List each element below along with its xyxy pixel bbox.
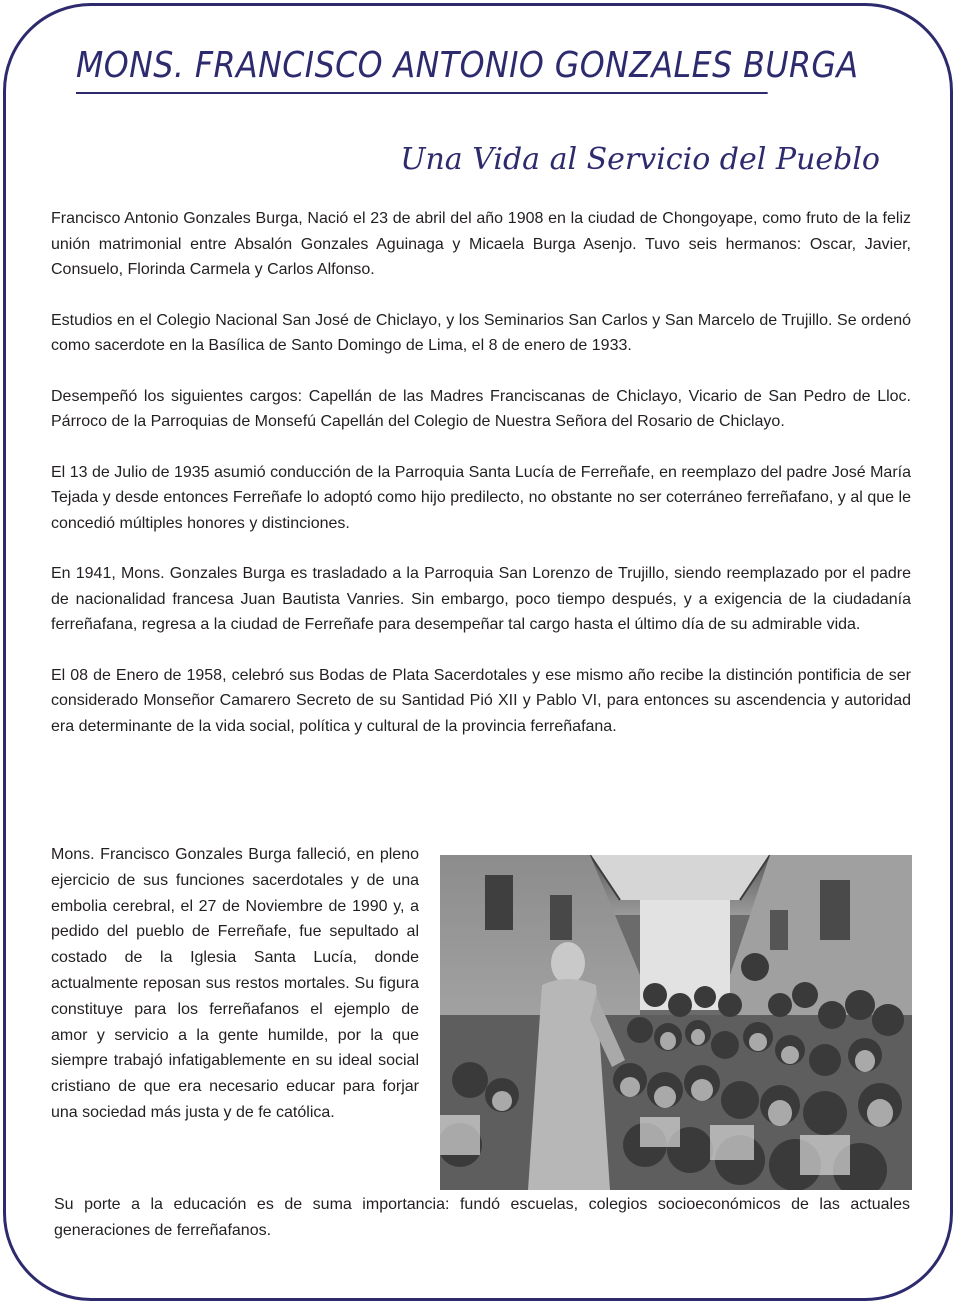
biography-body [51, 206, 911, 764]
paragraph-ferrenafe-parish: El 13 de Julio de 1935 asumió conducción de la Parroquia Santa Lucía de Ferreñafe, en reemplazo del padre José María Tejada y desde entonces Ferreñafe lo adoptó como hijo predilecto, no obstante no ser coterráneo ferreñafano, y al que le concedió múltiples honores y distinciones. [51, 463, 911, 532]
paragraph-education-legacy: Su porte a la educación es de suma importancia: fundó escuelas, colegios socioeconómicos de las actuales generaciones de ferreñafanos. [54, 1196, 910, 1239]
page-subtitle: Una Vida al Servicio del Pueblo [400, 142, 880, 177]
paragraph-positions: Desempeñó los siguientes cargos: Capellán de las Madres Franciscanas de Chiclayo, Vicario de San Pedro de Lloc. Párroco de la Parroquias de Monsefú Capellán del Colegio de Nuestra Señora del Rosario de Chiclayo. [51, 387, 911, 430]
page-title: MONS. FRANCISCO ANTONIO GONZALES BURGA [76, 40, 768, 94]
paragraph-death: Mons. Francisco Gonzales Burga falleció, en pleno ejercicio de sus funciones sacerdotales y de una embolia cerebral, el 27 de Noviembre de 1990 y, a pedido del pueblo de Ferreñafe, fue sepultado al costado de la Iglesia Santa Lucía, donde actualmente reposan sus restos mortales. Su figura constituye para los ferreñafanos el ejemplo de amor y servicio a la gente humilde, por la que siempre trabajó infatigablemente en su ideal social cristiano de que era necesario educar para forjar una sociedad más justa y de fe católica. [51, 846, 419, 1121]
historical-photo-priest-with-children [440, 855, 912, 1190]
paragraph-studies: Estudios en el Colegio Nacional San José de Chiclayo, y los Seminarios San Carlos y San Marcelo de Trujillo. Se ordenó como sacerdote en la Basílica de Santo Domingo de Lima, el 8 de enero de 1933. [51, 311, 911, 354]
paragraph-trujillo-transfer: En 1941, Mons. Gonzales Burga es trasladado a la Parroquia San Lorenzo de Trujillo, siendo reemplazado por el padre de nacionalidad francesa Juan Bautista Vanries. Sin embargo, poco tiempo después, y a exigencia de la ciudadanía ferreñafana, regresa a la ciudad de Ferreñafe para desempeñar tal cargo hasta el último día de su admirable vida. [51, 565, 911, 633]
paragraph-birth: Francisco Antonio Gonzales Burga, Nació el 23 de abril del año 1908 en la ciudad de Chongoyape, como fruto de la feliz unión matrimonial entre Absalón Gonzales Aguinaga y Micaela Burga Asenjo. Tuvo seis hermanos: Oscar, Javier, Consuelo, Florinda Carmela y Carlos Alfonso. [51, 210, 911, 278]
paragraph-silver-jubilee: El 08 de Enero de 1958, celebró sus Bodas de Plata Sacerdotales y ese mismo año recibe la distinción pontificia de ser considerado Monseñor Camarero Secreto de su Santidad Pió XII y Pablo VI, para entonces su ascendencia y autoridad era determinante de la vida social, política y cultural de la provincia ferreñafana. [51, 666, 911, 735]
